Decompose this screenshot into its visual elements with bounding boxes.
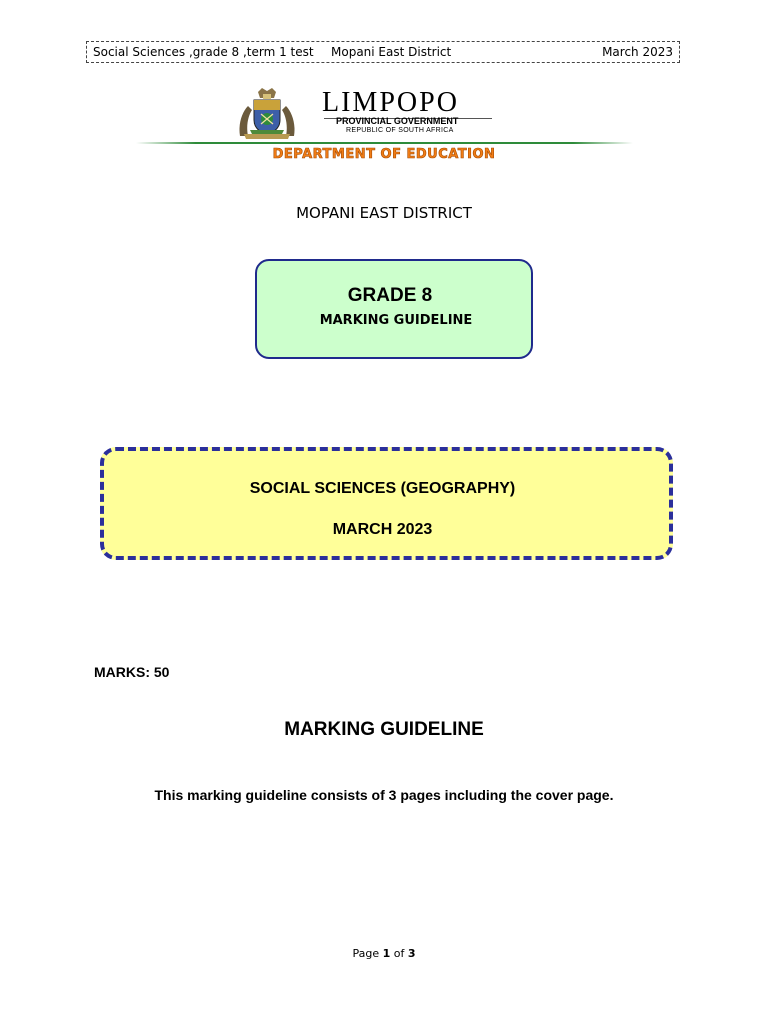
subject-date: MARCH 2023 (332, 521, 433, 538)
header-subject: Social Sciences ,grade 8 ,term 1 test (93, 45, 314, 59)
department-name: DEPARTMENT OF EDUCATION (272, 147, 496, 162)
running-header (86, 41, 680, 63)
header-district: Mopani East District (331, 45, 452, 59)
grade-box (255, 259, 533, 359)
logo-country: REPUBLIC OF SOUTH AFRICA (346, 127, 454, 134)
footer-total-pages: 3 (407, 947, 416, 960)
main-title: MARKING GUIDELINE (284, 719, 484, 740)
coat-of-arms-icon (236, 86, 298, 140)
pages-note: This marking guideline consists of 3 pages including the cover page. (154, 787, 614, 803)
header-date: March 2023 (602, 45, 673, 59)
footer-prefix: Page (352, 947, 383, 960)
footer-of: of (390, 947, 408, 960)
grade-subtitle: MARKING GUIDELINE (319, 313, 473, 328)
logo-subtitle: PROVINCIAL GOVERNMENT (336, 116, 459, 126)
limpopo-logo (236, 86, 496, 142)
subject-box (100, 447, 673, 560)
subject-title: SOCIAL SCIENCES (GEOGRAPHY) (249, 480, 516, 497)
total-marks: MARKS: 50 (94, 664, 170, 680)
green-divider (136, 142, 633, 144)
logo-title: LIMPOPO (322, 87, 459, 118)
page-footer (0, 947, 768, 960)
grade-title: GRADE 8 (347, 285, 433, 306)
footer-current-page: 1 (382, 947, 391, 960)
district-name: MOPANI EAST DISTRICT (296, 204, 472, 222)
